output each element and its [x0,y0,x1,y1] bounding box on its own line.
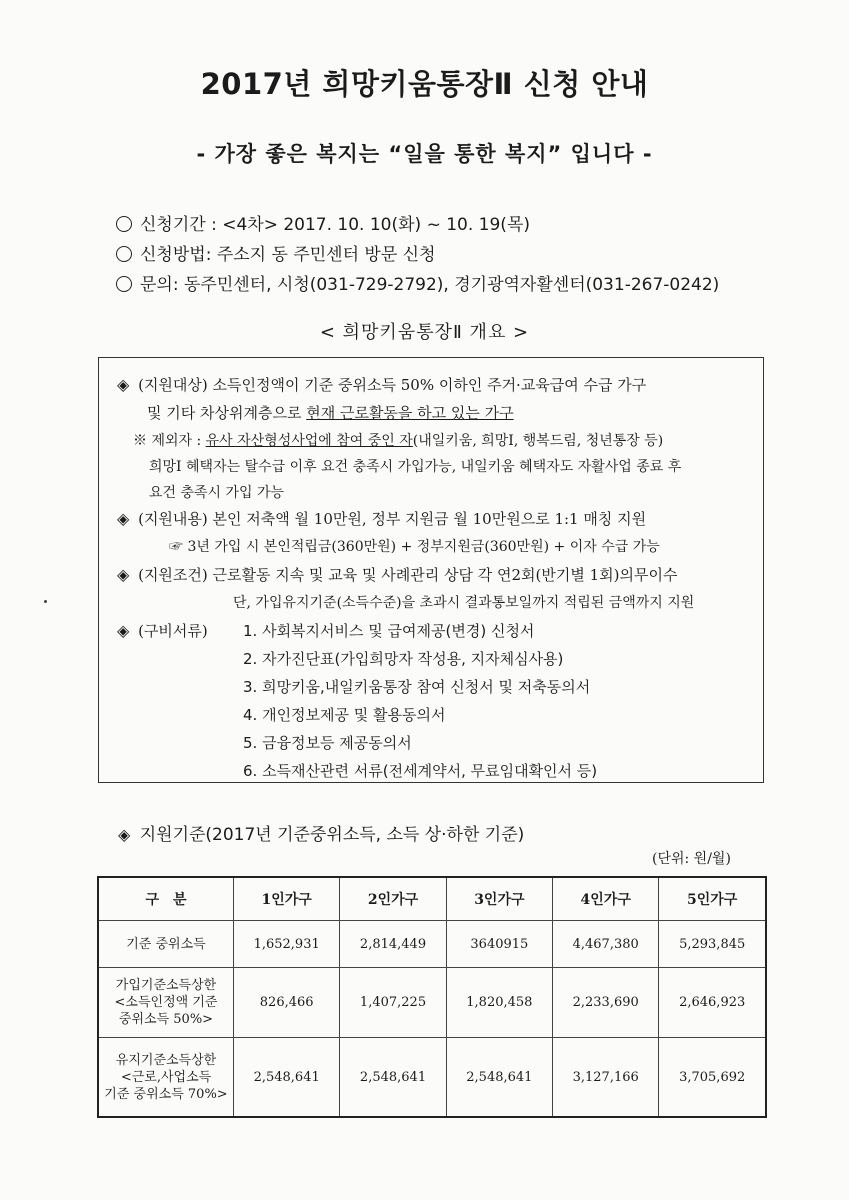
diamond-bullet-icon: ◈ [117,565,130,584]
diamond-bullet-icon: ◈ [117,621,130,640]
table-header: 5인가구 [659,877,766,921]
circle-bullet-icon [116,246,132,262]
exclusion-underlined: 유사 자산형성사업에 참여 중인 자 [205,433,413,449]
exclusion-line3: 요건 충족시 가입 가능 [149,485,285,501]
row-label: 기준 중위소득 [98,921,234,968]
row-label: 가입기준소득상한 <소득인정액 기준 중위소득 50%> [98,968,234,1038]
condition-line1 [117,564,677,585]
diamond-bullet-icon: ◈ [117,375,130,394]
target-text-2b: 현재 근로활동을 하고 있는 가구 [306,404,514,422]
table-header: 구 분 [98,877,234,921]
exclusion-line2: 희망I 혜택자는 탈수급 이후 요건 충족시 가입가능, 내일키움 혜택자도 자활사업 종료 후 [149,459,682,475]
criteria-title-text: 지원기준(2017년 기준중위소득, 소득 상·하한 기준) [139,825,525,845]
table-cell: 2,548,641 [234,1038,340,1118]
target-line2 [147,402,514,423]
table-cell: 3,127,166 [553,1038,659,1118]
info-contact-text: 문의: 동주민센터, 시청(031-729-2792), 경기광역자활센터(031-267-0242) [140,275,720,295]
table-cell: 2,548,641 [340,1038,446,1118]
table-cell: 1,407,225 [340,968,446,1038]
content-line1 [117,508,646,529]
table-cell: 1,820,458 [446,968,552,1038]
target-label: (지원대상) [138,376,208,394]
exclusion-rest: (내일키움, 희망I, 행복드림, 청년통장 등) [412,433,664,449]
document-item: 4. 개인정보제공 및 활용동의서 [243,706,446,724]
content-line2: ☞ 3년 가입 시 본인적립금(360만원) + 정부지원금(360만원) + 이자 수급 가능 [169,539,660,555]
exclusion-line1 [133,430,663,450]
table-header: 4인가구 [553,877,659,921]
table-header: 3인가구 [446,877,552,921]
support-criteria-table [97,876,767,1118]
unit-label: (단위: 원/월) [652,851,731,867]
info-method [116,240,436,265]
condition-line2: 단, 가입유지기준(소득수준)을 초과시 결과통보일까지 적립된 금액까지 지원 [233,595,695,611]
target-text: 소득인정액이 기준 중위소득 50% 이하인 주거·교육급여 수급 가구 [212,376,647,394]
target-line1 [117,374,646,395]
table-row [98,1038,766,1118]
page-title: 2017년 희망키움통장Ⅱ 신청 안내 [200,67,649,101]
document-item: 6. 소득재산관련 서류(전세계약서, 무료임대확인서 등) [243,762,598,780]
document-item: 1. 사회복지서비스 및 급여제공(변경) 신청서 [243,622,535,640]
target-text-2a: 및 기타 차상위계층으로 [147,404,307,422]
table-cell: 3640915 [446,921,552,968]
info-contact [116,270,719,295]
table-cell: 2,646,923 [659,968,766,1038]
table-header-row [98,877,766,921]
documents-label: (구비서류) [138,622,208,640]
content-label: (지원내용) [138,510,208,528]
info-period-text: 신청기간 : <4차> 2017. 10. 10(화) ~ 10. 19(목) [140,215,530,235]
scan-speck [44,600,47,603]
diamond-bullet-icon: ◈ [117,509,130,528]
table-row [98,921,766,968]
criteria-title [118,820,524,845]
document-item: 2. 자가진단표(가입희망자 작성용, 지자체심사용) [243,650,564,668]
table-cell: 2,814,449 [340,921,446,968]
table-cell: 2,233,690 [553,968,659,1038]
document-item: 3. 희망키움,내일키움통장 참여 신청서 및 저축동의서 [243,678,591,696]
content-text: 본인 저축액 월 10만원, 정부 지원금 월 10만원으로 1:1 매칭 지원 [212,510,647,528]
diamond-bullet-icon: ◈ [118,825,131,844]
table-header: 2인가구 [340,877,446,921]
info-period [116,210,530,235]
condition-text: 근로활동 지속 및 교육 및 사례관리 상담 각 연2회(반기별 1회)의무이수 [212,566,678,584]
table-row [98,968,766,1038]
table-cell: 3,705,692 [659,1038,766,1118]
info-method-text: 신청방법: 주소지 동 주민센터 방문 신청 [140,245,436,265]
row-label: 유지기준소득상한 <근로,사업소득 기준 중위소득 70%> [98,1038,234,1118]
table-cell: 5,293,845 [659,921,766,968]
table-cell: 826,466 [234,968,340,1038]
page-subtitle: - 가장 좋은 복지는 “일을 통한 복지” 입니다 - [196,142,653,166]
overview-box [98,357,764,783]
table-cell: 4,467,380 [553,921,659,968]
exclusion-prefix: ※ 제외자 : [133,433,206,449]
circle-bullet-icon [116,216,132,232]
circle-bullet-icon [116,276,132,292]
table-header: 1인가구 [234,877,340,921]
overview-title: < 희망키움통장Ⅱ 개요 > [319,322,530,343]
table-cell: 2,548,641 [446,1038,552,1118]
table-cell: 1,652,931 [234,921,340,968]
document-item: 5. 금융정보등 제공동의서 [243,734,412,752]
condition-label: (지원조건) [138,566,208,584]
documents-heading [117,620,208,641]
